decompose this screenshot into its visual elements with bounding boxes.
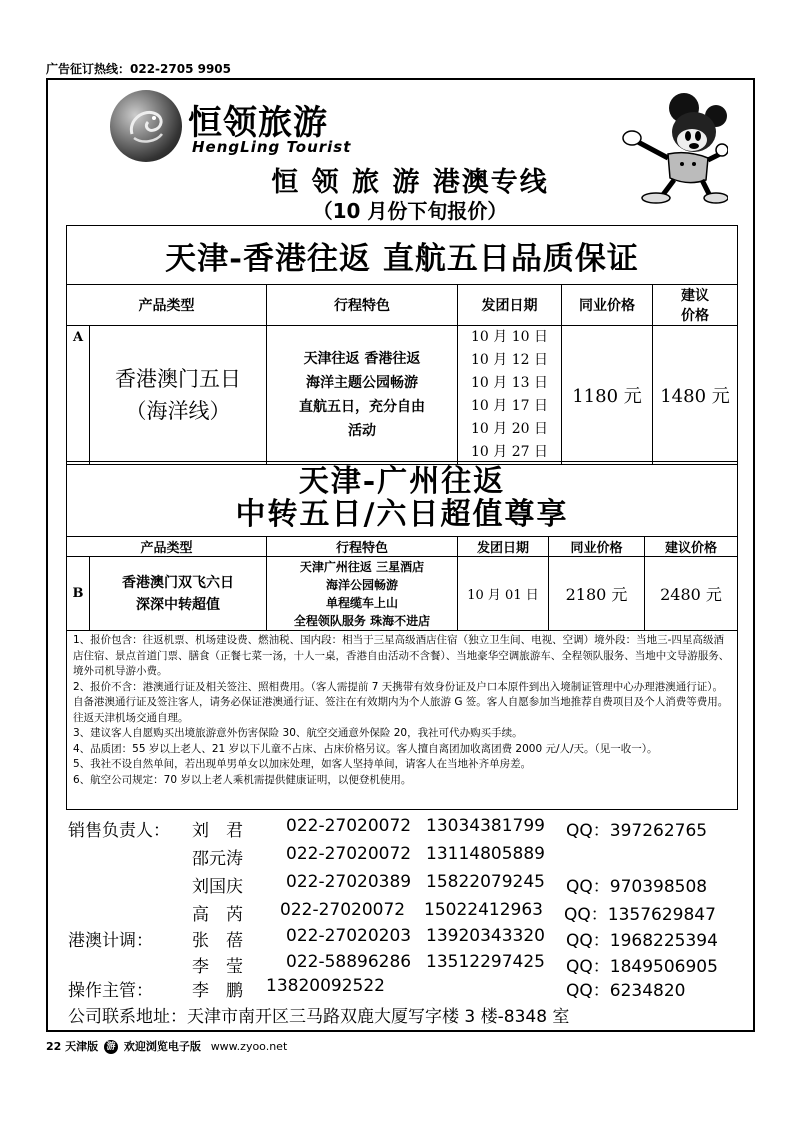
col-suggest-price: 建议价格 <box>645 537 738 557</box>
contact-qq: QQ：1968225394 <box>566 931 718 951</box>
feature-line: 天津广州往返 三星酒店 <box>299 559 425 574</box>
brand-name-cn: 恒领旅游 <box>188 103 328 143</box>
page-number: 22 <box>46 1040 62 1053</box>
ad-hotline: 广告征订热线：022-2705 9905 <box>46 62 232 76</box>
suggest-price: 2480 元 <box>645 557 738 631</box>
product-name-l1: 香港澳门双飞六日 <box>122 574 234 591</box>
contact-mobile: 13920343320 <box>426 926 545 946</box>
contact-role: 港澳计调： <box>68 931 153 951</box>
feature-line: 活动 <box>348 423 376 439</box>
contact-qq: QQ：970398508 <box>566 877 708 897</box>
contact-phone: 022-58896286 <box>286 952 412 972</box>
contact-qq: QQ：6234820 <box>566 981 686 1001</box>
col-type: 产品类型 <box>67 537 267 557</box>
feature-line: 海洋主题公园畅游 <box>306 375 418 391</box>
table-row <box>67 557 738 631</box>
date-item: 10 月 20 日 <box>471 421 548 437</box>
col-dates: 发团日期 <box>458 537 549 557</box>
note-item: 4、品质团：55 岁以上老人、21 岁以下儿童不占床、占床价格另议。客人擅自离团加收离团费 2000 元/人/天。（见一收一）。 <box>73 742 658 755</box>
col-peer-price: 同业价格 <box>562 285 653 326</box>
peer-price: 1180 元 <box>562 326 653 465</box>
contact-name: 刘国庆 <box>192 877 243 897</box>
contact-phone: 022-27020072 <box>286 816 412 836</box>
contact-name: 刘 君 <box>192 821 243 841</box>
page-title: 恒 领 旅 游 港澳专线 <box>271 167 549 198</box>
contact-name: 张 蓓 <box>192 931 243 951</box>
banner2-line1: 天津-广州往返 <box>298 464 506 499</box>
table-header <box>67 537 738 557</box>
departure-dates: 10 月 01 日 <box>458 557 549 631</box>
contact-qq: QQ：1849506905 <box>566 957 718 977</box>
col-feature: 行程特色 <box>267 537 458 557</box>
feature-line: 单程缆车上山 <box>325 595 398 610</box>
contact-name: 李 鹏 <box>192 981 243 1001</box>
note-item: 2、报价不含：港澳通行证及相关签注、照相费用。（客人需提前 7 天携带有效身份证及户口本原件到出入境制证管理中心办理港澳通行证）。自备港澳通行证及签注客人，请务必保证港澳通行证、签注在有效期内为个人旅游 G 签。客人自愿参加当地推荐自费项目及个人消费等费用。往返天津机场交通自理。 <box>73 680 729 724</box>
date-item: 10 月 12 日 <box>471 352 548 368</box>
row-code: A <box>67 326 90 465</box>
banner2-line2: 中转五日/六日超值尊享 <box>235 497 569 532</box>
product-name-l2: （海洋线） <box>125 399 231 423</box>
date-item: 10 月 13 日 <box>471 375 548 391</box>
contact-mobile: 13512297425 <box>426 952 545 972</box>
table-row <box>67 326 738 465</box>
table-header <box>67 285 738 326</box>
product-feature <box>267 557 458 631</box>
tour-table-b <box>66 536 738 631</box>
col-suggest-l1: 建议 <box>681 288 709 304</box>
dragon-emblem-icon <box>124 104 168 148</box>
contact-name: 高 芮 <box>192 905 243 925</box>
contact-phone: 022-27020389 <box>286 872 412 892</box>
edition-label: 天津版 <box>65 1040 99 1053</box>
feature-line: 直航五日，充分自由 <box>299 399 425 415</box>
note-item: 3、建议客人自愿购买出境旅游意外伤害保险 30、航空交通意外保险 20，我社可代办购买手续。 <box>73 727 523 739</box>
contact-role: 销售负责人： <box>68 821 170 841</box>
note-item: 6、航空公司规定：70 岁以上老人乘机需提供健康证明，以便登机使用。 <box>73 773 412 786</box>
contact-name: 邵元涛 <box>192 849 243 869</box>
col-type: 产品类型 <box>67 285 267 326</box>
address-text: 公司联系地址：天津市南开区三马路双鹿大厦写字楼 3 楼-8348 室 <box>68 1007 570 1027</box>
col-dates: 发团日期 <box>458 285 562 326</box>
feature-line: 全程领队服务 珠海不进店 <box>293 613 431 628</box>
note-item: 5、我社不设自然单间，若出现单男单女以加床处理，如客人坚持单间，请客人在当地补齐单房差。 <box>73 758 532 770</box>
product-name <box>90 557 267 631</box>
tour-table-a <box>66 225 738 465</box>
page-subtitle: （10 月份下旬报价） <box>312 199 508 223</box>
footer-slogan: 欢迎浏览电子版 <box>123 1040 201 1053</box>
section-banner-2 <box>66 461 738 536</box>
product-name <box>90 326 267 465</box>
feature-line: 天津往返 香港往返 <box>303 351 421 367</box>
peer-price: 2180 元 <box>549 557 645 631</box>
contact-qq: QQ：1357629847 <box>564 905 716 925</box>
note-item: 1、报价包含：往返机票、机场建设费、燃油税、国内段：相当于三星高级酒店住宿（独立卫生间、电视、空调）境外段：当地三-四星高级酒店住宿、景点首道门票、膳食（正餐七菜一汤，十人一桌，香港自由活动不含餐）、当地豪华空调旅游车、全程领队服务、当地中文导游服务、境外司机导游小费。 <box>73 634 730 677</box>
contact-phone: 022-27020072 <box>280 900 406 920</box>
col-suggest-price <box>653 285 738 326</box>
website-link[interactable]: www.zyoo.net <box>210 1040 288 1053</box>
contact-mobile: 15822079245 <box>426 872 545 892</box>
contact-phone: 13820092522 <box>266 976 385 996</box>
contact-qq: QQ：397262765 <box>566 821 708 841</box>
terms-notes <box>66 630 738 810</box>
departure-dates <box>458 326 562 465</box>
date-item: 10 月 10 日 <box>471 329 548 345</box>
product-name-l2: 深深中转超值 <box>136 596 220 613</box>
product-feature <box>267 326 458 465</box>
row-code: B <box>67 557 90 631</box>
brand-badge-icon: 游 <box>104 1040 118 1054</box>
col-feature: 行程特色 <box>267 285 458 326</box>
date-item: 10 月 27 日 <box>471 444 548 460</box>
contact-phone: 022-27020203 <box>286 926 412 946</box>
brand-name-en: HengLing Tourist <box>192 138 352 156</box>
contact-role: 操作主管： <box>68 981 153 1001</box>
contact-phone: 022-27020072 <box>286 844 412 864</box>
contact-mobile: 13034381799 <box>426 816 545 836</box>
suggest-price: 1480 元 <box>653 326 738 465</box>
date-item: 10 月 17 日 <box>471 398 548 414</box>
col-peer-price: 同业价格 <box>549 537 645 557</box>
page-footer <box>46 1038 287 1054</box>
feature-line: 海洋公园畅游 <box>325 577 398 592</box>
contact-mobile: 13114805889 <box>426 844 545 864</box>
product-name-l1: 香港澳门五日 <box>115 367 241 391</box>
contact-name: 李 莹 <box>192 957 243 977</box>
col-suggest-l2: 价格 <box>681 308 709 324</box>
contact-mobile: 15022412963 <box>424 900 543 920</box>
section-banner: 天津-香港往返 直航五日品质保证 <box>67 226 738 285</box>
